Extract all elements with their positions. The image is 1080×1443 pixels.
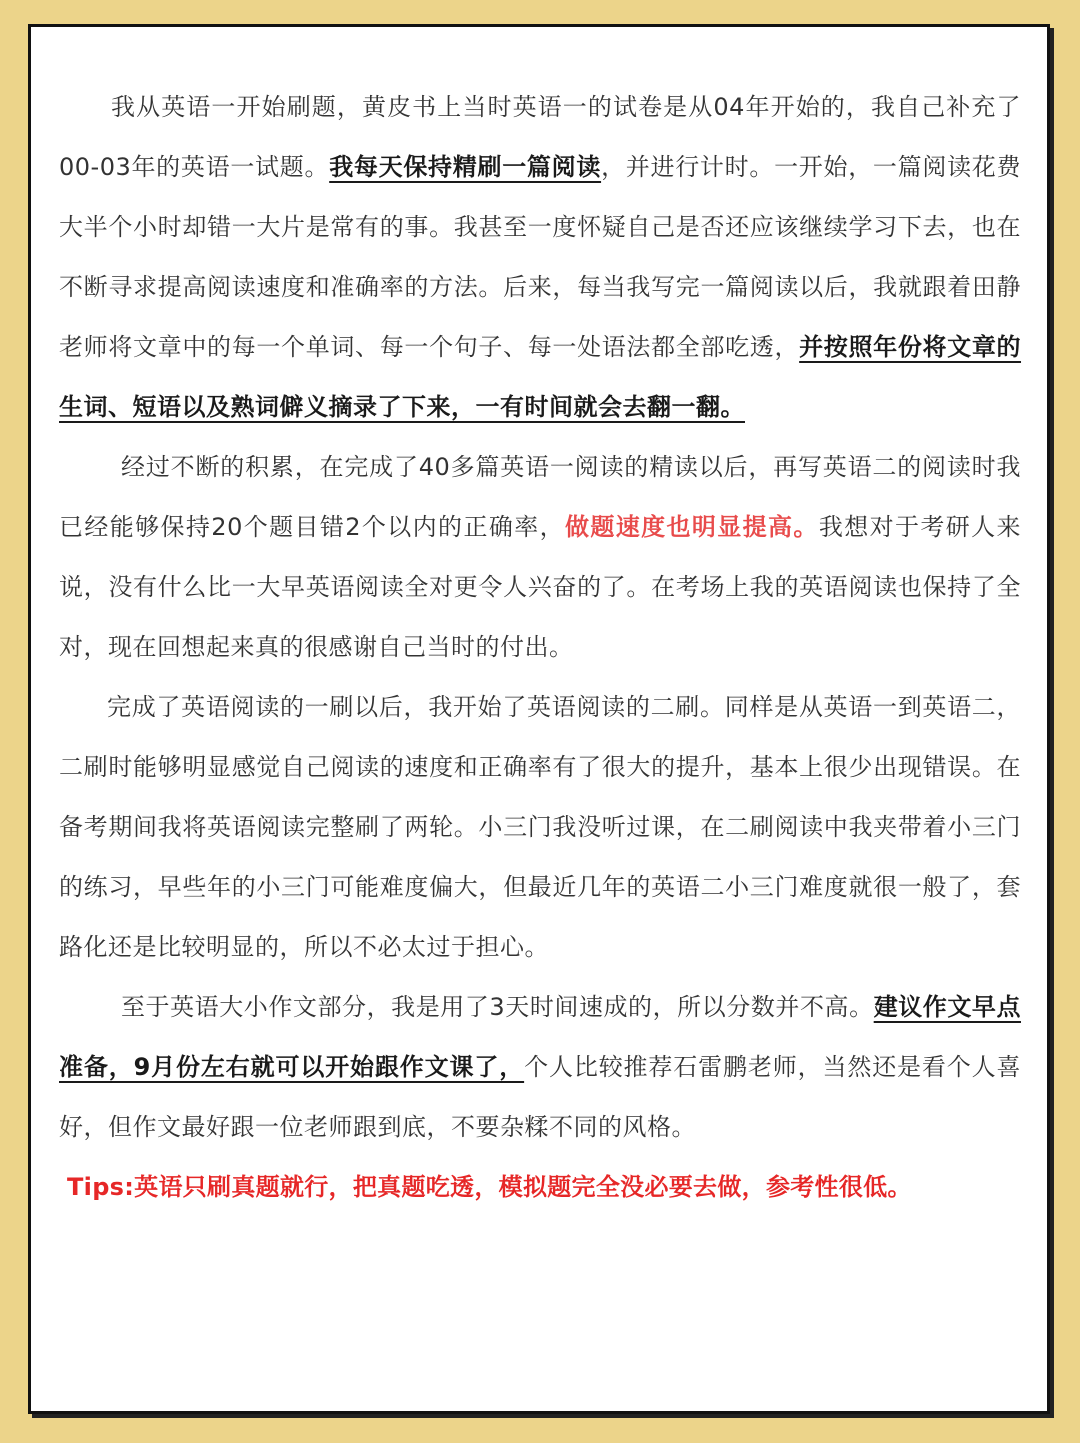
paragraph-2-text-2: 我想对于考研人来说，没有什么比一大早英语阅读全对更令人兴奋的了。在考场上我的英语阅读也保持了全对，现在回想起来真的很感谢自己当时的付出。 <box>59 513 1022 661</box>
paragraph-1-emphasis-1: 我每天保持精刷一篇阅读 <box>329 153 602 181</box>
note-card <box>28 24 1050 1414</box>
paragraph-1-text-1: 我从英语一开始刷题，黄皮书上当时英语一的试卷是从04年开始的，我自己补充了00-03年的英语一试题。 <box>59 93 1021 181</box>
paragraph-4-text-2: 个人比较推荐石雷鹏老师，当然还是看个人喜好，但作文最好跟一位老师跟到底，不要杂糅不同的风格。 <box>59 1053 1022 1141</box>
paragraph-4-text-1: 至于英语大小作文部分，我是用了3天时间速成的，所以分数并不高。 <box>121 993 874 1021</box>
paragraph-1-emphasis-2: 并按照年份将文章的生词、短语以及熟词僻义摘录了下来，一有时间就会去翻一翻。 <box>59 333 1022 421</box>
article-body <box>59 77 1021 1217</box>
paragraph-1 <box>59 77 1021 437</box>
paragraph-2-text-1: 经过不断的积累，在完成了40多篇英语一阅读的精读以后，再写英语二的阅读时我已经能够保持20个题目错2个以内的正确率， <box>59 453 1021 541</box>
paragraph-3-text: 完成了英语阅读的一刷以后，我开始了英语阅读的二刷。同样是从英语一到英语二，二刷时能够明显感觉自己阅读的速度和正确率有了很大的提升，基本上很少出现错误。在备考期间我将英语阅读完整刷了两轮。小三门我没听过课，在二刷阅读中我夹带着小三门的练习，早些年的小三门可能难度偏大，但最近几年的英语二小三门难度就很一般了，套路化还是比较明显的，所以不必太过于担心。 <box>59 693 1021 961</box>
tips-line: Tips:英语只刷真题就行，把真题吃透，模拟题完全没必要去做，参考性很低。 <box>67 1173 912 1201</box>
paragraph-4 <box>59 977 1021 1157</box>
paragraph-4-emphasis: 建议作文早点准备，9月份左右就可以开始跟作文课了， <box>59 993 1021 1081</box>
paragraph-3 <box>59 677 1021 977</box>
paragraph-2-highlight: 做题速度也明显提高。 <box>564 513 819 541</box>
paragraph-2 <box>59 437 1021 677</box>
paragraph-1-text-2: ，并进行计时。一开始，一篇阅读花费大半个小时却错一大片是常有的事。我甚至一度怀疑自己是否还应该继续学习下去，也在不断寻求提高阅读速度和准确率的方法。后来，每当我写完一篇阅读以后，我就跟着田静老师将文章中的每一个单词、每一个句子、每一处语法都全部吃透， <box>59 153 1022 361</box>
